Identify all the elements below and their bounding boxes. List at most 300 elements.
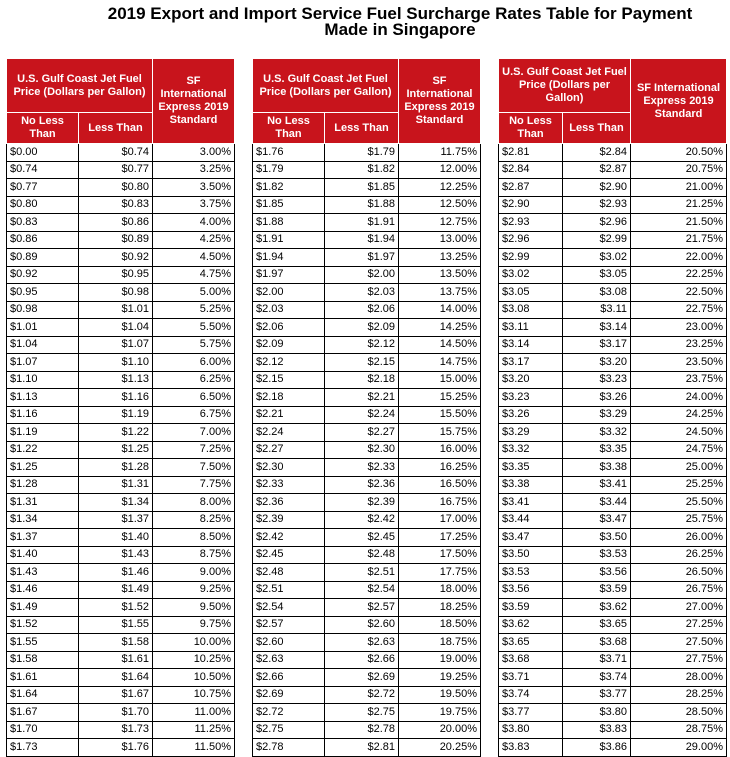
no-less-than-cell: $2.99: [499, 249, 563, 267]
table-row: [253, 144, 481, 162]
surcharge-rate-cell: 10.50%: [153, 669, 235, 687]
less-than-cell: $0.83: [79, 196, 153, 214]
table-row: [7, 354, 235, 372]
surcharge-rate-cell: 28.75%: [631, 721, 727, 739]
table-row: [499, 546, 727, 564]
less-than-cell: $3.47: [563, 511, 631, 529]
no-less-than-cell: $3.47: [499, 529, 563, 547]
surcharge-rate-cell: 14.25%: [399, 319, 481, 337]
surcharge-rate-cell: 5.75%: [153, 336, 235, 354]
table-row: [499, 669, 727, 687]
less-than-cell: $2.09: [325, 319, 399, 337]
no-less-than-cell: $1.46: [7, 581, 79, 599]
surcharge-rate-cell: 25.00%: [631, 459, 727, 477]
no-less-than-cell: $2.09: [253, 336, 325, 354]
surcharge-rate-cell: 12.50%: [399, 196, 481, 214]
no-less-than-cell: $1.73: [7, 739, 79, 757]
table-row: [499, 459, 727, 477]
less-than-cell: $1.52: [79, 599, 153, 617]
no-less-than-cell: $0.77: [7, 179, 79, 197]
less-than-cell: $2.96: [563, 214, 631, 232]
table-row: [7, 249, 235, 267]
less-than-cell: $2.87: [563, 161, 631, 179]
less-than-cell: $2.30: [325, 441, 399, 459]
less-than-cell: $3.59: [563, 581, 631, 599]
no-less-than-header: No Less Than: [7, 113, 79, 144]
surcharge-rate-cell: 9.00%: [153, 564, 235, 582]
table-row: [7, 634, 235, 652]
table-row: [7, 179, 235, 197]
surcharge-rate-cell: 27.50%: [631, 634, 727, 652]
no-less-than-cell: $1.85: [253, 196, 325, 214]
surcharge-rate-cell: 10.75%: [153, 686, 235, 704]
table-row: [253, 669, 481, 687]
no-less-than-cell: $3.77: [499, 704, 563, 722]
no-less-than-cell: $2.27: [253, 441, 325, 459]
less-than-cell: $2.33: [325, 459, 399, 477]
no-less-than-header: No Less Than: [253, 113, 325, 144]
no-less-than-cell: $2.30: [253, 459, 325, 477]
no-less-than-cell: $2.66: [253, 669, 325, 687]
less-than-cell: $1.01: [79, 301, 153, 319]
less-than-cell: $3.02: [563, 249, 631, 267]
less-than-cell: $1.61: [79, 651, 153, 669]
surcharge-rate-cell: 10.25%: [153, 651, 235, 669]
no-less-than-cell: $1.94: [253, 249, 325, 267]
table-row: [7, 511, 235, 529]
less-than-cell: $1.16: [79, 389, 153, 407]
less-than-cell: $2.03: [325, 284, 399, 302]
surcharge-rate-cell: 28.00%: [631, 669, 727, 687]
table-row: [499, 616, 727, 634]
table-row: [499, 196, 727, 214]
surcharge-rate-cell: 3.25%: [153, 161, 235, 179]
no-less-than-header: No Less Than: [499, 113, 563, 144]
table-row: [499, 494, 727, 512]
less-than-cell: $1.31: [79, 476, 153, 494]
table-row: [253, 161, 481, 179]
no-less-than-cell: $0.80: [7, 196, 79, 214]
less-than-cell: $3.14: [563, 319, 631, 337]
table-row: [253, 651, 481, 669]
surcharge-rate-cell: 13.25%: [399, 249, 481, 267]
table-row: [7, 319, 235, 337]
no-less-than-cell: $0.92: [7, 266, 79, 284]
surcharge-rate-cell: 18.00%: [399, 581, 481, 599]
no-less-than-cell: $3.38: [499, 476, 563, 494]
surcharge-rate-cell: 8.25%: [153, 511, 235, 529]
less-than-cell: $2.39: [325, 494, 399, 512]
no-less-than-cell: $2.00: [253, 284, 325, 302]
table-row: [7, 266, 235, 284]
less-than-cell: $2.54: [325, 581, 399, 599]
surcharge-rate-cell: 22.50%: [631, 284, 727, 302]
less-than-cell: $1.79: [325, 144, 399, 162]
table-row: [253, 424, 481, 442]
surcharge-rate-cell: 14.75%: [399, 354, 481, 372]
surcharge-rate-cell: 23.75%: [631, 371, 727, 389]
table-row: [499, 389, 727, 407]
surcharge-rate-cell: 9.75%: [153, 616, 235, 634]
less-than-cell: $2.45: [325, 529, 399, 547]
surcharge-rate-cell: 16.50%: [399, 476, 481, 494]
table-row: [7, 301, 235, 319]
surcharge-rate-cell: 18.75%: [399, 634, 481, 652]
page-title-line-1: 2019 Export and Import Service Fuel Surcharge Rates Table for Payment: [107, 4, 693, 23]
less-than-cell: $2.93: [563, 196, 631, 214]
surcharge-rate-cell: 4.75%: [153, 266, 235, 284]
less-than-cell: $1.64: [79, 669, 153, 687]
no-less-than-cell: $0.98: [7, 301, 79, 319]
surcharge-rate-cell: 23.25%: [631, 336, 727, 354]
table-row: [253, 634, 481, 652]
no-less-than-cell: $3.83: [499, 739, 563, 757]
less-than-cell: $1.10: [79, 354, 153, 372]
no-less-than-cell: $2.06: [253, 319, 325, 337]
surcharge-rate-cell: 16.25%: [399, 459, 481, 477]
less-than-cell: $0.86: [79, 214, 153, 232]
table-row: [253, 371, 481, 389]
no-less-than-cell: $2.45: [253, 546, 325, 564]
surcharge-rate-cell: 19.50%: [399, 686, 481, 704]
less-than-cell: $2.75: [325, 704, 399, 722]
less-than-cell: $1.07: [79, 336, 153, 354]
table-row: [253, 459, 481, 477]
less-than-cell: $1.28: [79, 459, 153, 477]
no-less-than-cell: $1.34: [7, 511, 79, 529]
table-row: [253, 284, 481, 302]
no-less-than-cell: $2.72: [253, 704, 325, 722]
table-row: [499, 739, 727, 757]
table-row: [7, 284, 235, 302]
no-less-than-cell: $0.95: [7, 284, 79, 302]
surcharge-rate-cell: 15.50%: [399, 406, 481, 424]
surcharge-rate-cell: 18.25%: [399, 599, 481, 617]
no-less-than-cell: $2.90: [499, 196, 563, 214]
less-than-cell: $3.23: [563, 371, 631, 389]
page-title-line-2: Made in Singapore: [324, 20, 476, 39]
no-less-than-cell: $3.23: [499, 389, 563, 407]
surcharge-rate-cell: 3.75%: [153, 196, 235, 214]
table-row: [7, 214, 235, 232]
less-than-cell: $0.92: [79, 249, 153, 267]
surcharge-rate-cell: 20.50%: [631, 144, 727, 162]
surcharge-rate-cell: 6.75%: [153, 406, 235, 424]
surcharge-rate-cell: 11.00%: [153, 704, 235, 722]
surcharge-rate-cell: 17.75%: [399, 564, 481, 582]
surcharge-rate-cell: 6.25%: [153, 371, 235, 389]
surcharge-rate-cell: 21.75%: [631, 231, 727, 249]
less-than-cell: $1.46: [79, 564, 153, 582]
table-row: [499, 179, 727, 197]
less-than-cell: $2.84: [563, 144, 631, 162]
no-less-than-cell: $1.70: [7, 721, 79, 739]
surcharge-rate-cell: 6.00%: [153, 354, 235, 372]
table-row: [499, 406, 727, 424]
no-less-than-cell: $0.89: [7, 249, 79, 267]
table-row: [499, 686, 727, 704]
table-row: [7, 546, 235, 564]
less-than-cell: $2.69: [325, 669, 399, 687]
no-less-than-cell: $1.55: [7, 634, 79, 652]
table-row: [253, 214, 481, 232]
less-than-cell: $2.81: [325, 739, 399, 757]
no-less-than-cell: $1.97: [253, 266, 325, 284]
less-than-cell: $2.24: [325, 406, 399, 424]
surcharge-rate-cell: 7.25%: [153, 441, 235, 459]
no-less-than-cell: $2.24: [253, 424, 325, 442]
surcharge-rate-cell: 18.50%: [399, 616, 481, 634]
surcharge-rate-cell: 26.75%: [631, 581, 727, 599]
no-less-than-cell: $1.19: [7, 424, 79, 442]
less-than-cell: $3.77: [563, 686, 631, 704]
surcharge-rate-cell: 15.25%: [399, 389, 481, 407]
no-less-than-cell: $1.31: [7, 494, 79, 512]
surcharge-rate-cell: 27.00%: [631, 599, 727, 617]
surcharge-rate-cell: 24.50%: [631, 424, 727, 442]
less-than-cell: $3.83: [563, 721, 631, 739]
less-than-cell: $3.20: [563, 354, 631, 372]
less-than-cell: $0.89: [79, 231, 153, 249]
table-row: [253, 266, 481, 284]
price-group-header: U.S. Gulf Coast Jet Fuel Price (Dollars per Gallon): [7, 59, 153, 113]
table-row: [7, 599, 235, 617]
surcharge-table-1: [6, 58, 235, 757]
surcharge-rate-cell: 11.75%: [399, 144, 481, 162]
surcharge-rate-cell: 7.00%: [153, 424, 235, 442]
no-less-than-cell: $1.40: [7, 546, 79, 564]
surcharge-rate-cell: 19.00%: [399, 651, 481, 669]
table-row: [499, 599, 727, 617]
less-than-cell: $3.50: [563, 529, 631, 547]
less-than-cell: $0.74: [79, 144, 153, 162]
no-less-than-cell: $2.87: [499, 179, 563, 197]
table-row: [499, 231, 727, 249]
table-row: [499, 581, 727, 599]
no-less-than-cell: $1.04: [7, 336, 79, 354]
surcharge-rate-cell: 25.75%: [631, 511, 727, 529]
table-row: [253, 494, 481, 512]
less-than-cell: $3.08: [563, 284, 631, 302]
no-less-than-cell: $1.01: [7, 319, 79, 337]
surcharge-rate-cell: 5.25%: [153, 301, 235, 319]
table-row: [499, 266, 727, 284]
less-than-cell: $3.26: [563, 389, 631, 407]
surcharge-rate-cell: 7.75%: [153, 476, 235, 494]
no-less-than-cell: $1.67: [7, 704, 79, 722]
table-row: [7, 389, 235, 407]
less-than-cell: $0.80: [79, 179, 153, 197]
no-less-than-cell: $1.16: [7, 406, 79, 424]
surcharge-rate-cell: 19.75%: [399, 704, 481, 722]
surcharge-rate-cell: 17.25%: [399, 529, 481, 547]
table-row: [7, 669, 235, 687]
no-less-than-cell: $3.41: [499, 494, 563, 512]
less-than-header: Less Than: [79, 113, 153, 144]
surcharge-rate-cell: 4.50%: [153, 249, 235, 267]
table-row: [7, 336, 235, 354]
table-row: [7, 704, 235, 722]
table-row: [7, 564, 235, 582]
table-row: [253, 301, 481, 319]
no-less-than-cell: $0.74: [7, 161, 79, 179]
no-less-than-cell: $2.75: [253, 721, 325, 739]
table-row: [253, 231, 481, 249]
surcharge-rate-cell: 16.75%: [399, 494, 481, 512]
no-less-than-cell: $3.29: [499, 424, 563, 442]
no-less-than-cell: $2.63: [253, 651, 325, 669]
table-row: [499, 144, 727, 162]
surcharge-rate-cell: 17.50%: [399, 546, 481, 564]
no-less-than-cell: $1.10: [7, 371, 79, 389]
table-row: [253, 616, 481, 634]
no-less-than-cell: $3.08: [499, 301, 563, 319]
less-than-cell: $3.38: [563, 459, 631, 477]
no-less-than-cell: $3.11: [499, 319, 563, 337]
less-than-cell: $2.27: [325, 424, 399, 442]
surcharge-rate-cell: 4.00%: [153, 214, 235, 232]
table-row: [253, 336, 481, 354]
surcharge-rate-cell: 10.00%: [153, 634, 235, 652]
surcharge-rate-cell: 4.25%: [153, 231, 235, 249]
table-row: [499, 424, 727, 442]
less-than-cell: $1.94: [325, 231, 399, 249]
table-row: [7, 476, 235, 494]
less-than-cell: $2.90: [563, 179, 631, 197]
surcharge-rate-cell: 23.50%: [631, 354, 727, 372]
table-row: [499, 441, 727, 459]
surcharge-rate-cell: 12.25%: [399, 179, 481, 197]
no-less-than-cell: $3.53: [499, 564, 563, 582]
table-row: [499, 214, 727, 232]
standard-header: SF International Express 2019 Standard: [153, 59, 235, 144]
no-less-than-cell: $1.64: [7, 686, 79, 704]
less-than-cell: $1.43: [79, 546, 153, 564]
surcharge-rate-cell: 13.75%: [399, 284, 481, 302]
less-than-cell: $3.56: [563, 564, 631, 582]
surcharge-rate-cell: 24.75%: [631, 441, 727, 459]
less-than-cell: $0.98: [79, 284, 153, 302]
no-less-than-cell: $2.57: [253, 616, 325, 634]
no-less-than-cell: $2.84: [499, 161, 563, 179]
table-row: [253, 529, 481, 547]
less-than-cell: $2.78: [325, 721, 399, 739]
less-than-cell: $2.00: [325, 266, 399, 284]
less-than-cell: $3.44: [563, 494, 631, 512]
less-than-cell: $3.41: [563, 476, 631, 494]
less-than-cell: $2.72: [325, 686, 399, 704]
surcharge-rate-cell: 9.25%: [153, 581, 235, 599]
no-less-than-cell: $2.18: [253, 389, 325, 407]
no-less-than-cell: $2.93: [499, 214, 563, 232]
surcharge-rate-cell: 24.00%: [631, 389, 727, 407]
less-than-cell: $2.66: [325, 651, 399, 669]
no-less-than-cell: $1.28: [7, 476, 79, 494]
less-than-cell: $3.32: [563, 424, 631, 442]
surcharge-rate-cell: 16.00%: [399, 441, 481, 459]
less-than-cell: $2.21: [325, 389, 399, 407]
table-row: [7, 196, 235, 214]
surcharge-rate-cell: 3.00%: [153, 144, 235, 162]
table-row: [253, 179, 481, 197]
table-row: [499, 704, 727, 722]
price-group-header: U.S. Gulf Coast Jet Fuel Price (Dollars per Gallon): [253, 59, 399, 113]
surcharge-rate-cell: 11.50%: [153, 739, 235, 757]
table-row: [499, 529, 727, 547]
surcharge-rate-cell: 28.25%: [631, 686, 727, 704]
table-row: [499, 354, 727, 372]
no-less-than-cell: $2.15: [253, 371, 325, 389]
no-less-than-cell: $3.05: [499, 284, 563, 302]
table-row: [7, 459, 235, 477]
surcharge-rate-cell: 27.25%: [631, 616, 727, 634]
standard-header: SF International Express 2019 Standard: [631, 59, 727, 144]
no-less-than-cell: $1.52: [7, 616, 79, 634]
surcharge-rate-cell: 29.00%: [631, 739, 727, 757]
surcharge-rate-cell: 19.25%: [399, 669, 481, 687]
price-group-header: U.S. Gulf Coast Jet Fuel Price (Dollars per Gallon): [499, 59, 631, 113]
less-than-cell: $2.99: [563, 231, 631, 249]
surcharge-rate-cell: 14.50%: [399, 336, 481, 354]
no-less-than-cell: $3.14: [499, 336, 563, 354]
table-row: [499, 301, 727, 319]
table-row: [499, 371, 727, 389]
surcharge-rate-cell: 22.25%: [631, 266, 727, 284]
table-row: [7, 616, 235, 634]
no-less-than-cell: $1.07: [7, 354, 79, 372]
less-than-cell: $1.97: [325, 249, 399, 267]
less-than-header: Less Than: [325, 113, 399, 144]
no-less-than-cell: $3.80: [499, 721, 563, 739]
no-less-than-cell: $3.59: [499, 599, 563, 617]
table-row: [499, 284, 727, 302]
table-row: [7, 739, 235, 757]
surcharge-rate-cell: 25.50%: [631, 494, 727, 512]
table-row: [499, 634, 727, 652]
table-row: [253, 319, 481, 337]
less-than-cell: $1.70: [79, 704, 153, 722]
surcharge-rate-cell: 6.50%: [153, 389, 235, 407]
surcharge-rate-cell: 27.75%: [631, 651, 727, 669]
no-less-than-cell: $1.58: [7, 651, 79, 669]
surcharge-table-2: [252, 58, 481, 757]
no-less-than-cell: $1.82: [253, 179, 325, 197]
surcharge-rate-cell: 20.25%: [399, 739, 481, 757]
less-than-cell: $1.76: [79, 739, 153, 757]
less-than-cell: $1.37: [79, 511, 153, 529]
no-less-than-cell: $2.60: [253, 634, 325, 652]
no-less-than-cell: $0.86: [7, 231, 79, 249]
no-less-than-cell: $1.25: [7, 459, 79, 477]
surcharge-table-3: [498, 58, 727, 757]
table-row: [253, 196, 481, 214]
no-less-than-cell: $2.96: [499, 231, 563, 249]
no-less-than-cell: $2.36: [253, 494, 325, 512]
less-than-cell: $3.29: [563, 406, 631, 424]
less-than-cell: $1.91: [325, 214, 399, 232]
surcharge-rate-cell: 23.00%: [631, 319, 727, 337]
table-row: [253, 739, 481, 757]
table-row: [253, 249, 481, 267]
no-less-than-cell: $1.79: [253, 161, 325, 179]
table-row: [7, 686, 235, 704]
surcharge-rate-cell: 26.00%: [631, 529, 727, 547]
less-than-header: Less Than: [563, 113, 631, 144]
table-row: [499, 511, 727, 529]
table-row: [253, 406, 481, 424]
less-than-cell: $1.82: [325, 161, 399, 179]
surcharge-rate-cell: 12.75%: [399, 214, 481, 232]
